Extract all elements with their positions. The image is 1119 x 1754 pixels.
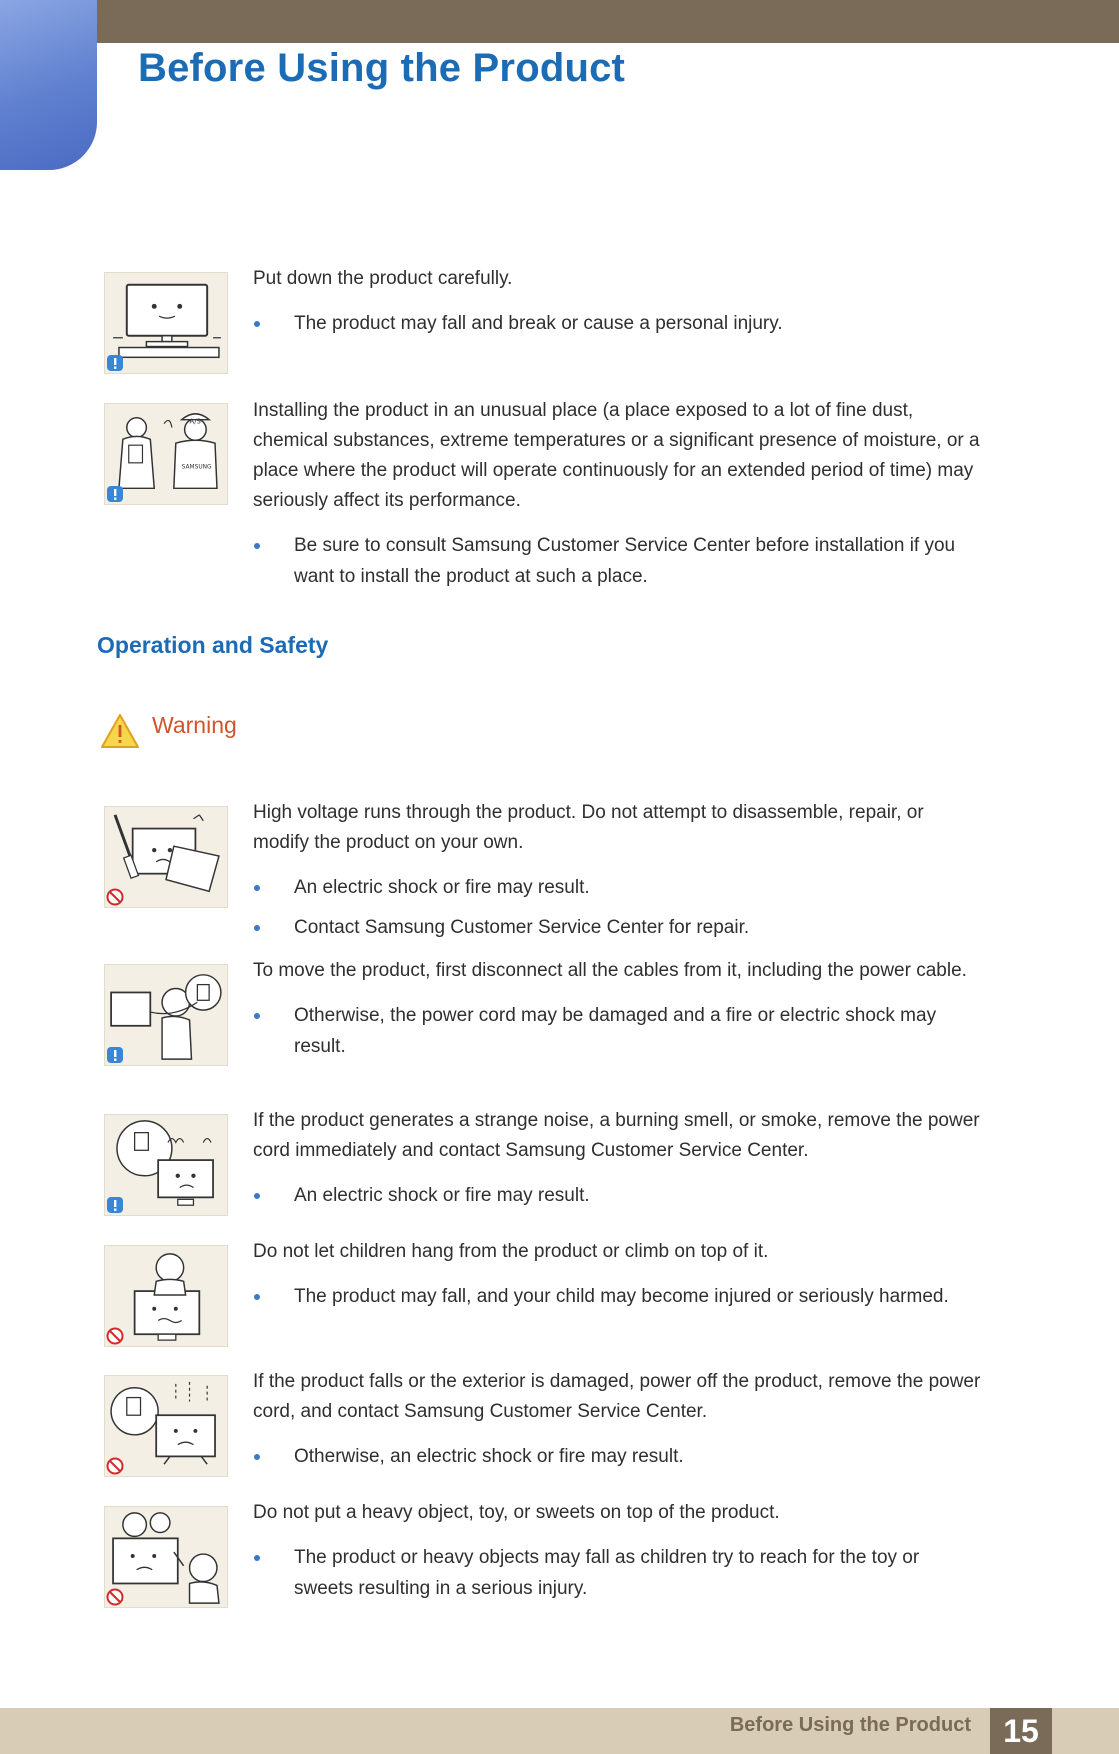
bullet-item: The product or heavy objects may fall as children try to reach for the toy or sweets resulting in a serious injury.: [253, 1542, 983, 1604]
info-icon: [106, 354, 124, 377]
bullet-item: An electric shock or fire may result.: [253, 1180, 983, 1211]
prohibited-icon: [106, 1457, 124, 1480]
prohibited-icon: [106, 888, 124, 911]
info-icon: [106, 1046, 124, 1069]
bullet-item: Be sure to consult Samsung Customer Service Center before installation if you want to install the product at such a place.: [253, 530, 983, 592]
prohibited-icon: [106, 1588, 124, 1611]
item-statement: To move the product, first disconnect all the cables from it, including the power cable.: [253, 960, 967, 981]
section-heading: Operation and Safety: [97, 632, 329, 658]
chapter-tab-accent: [0, 0, 97, 170]
item-statement: If the product generates a strange noise, a burning smell, or smoke, remove the power cord immediately and contact Samsung Customer Service Center.: [253, 1110, 980, 1161]
warning-triangle-icon: [100, 713, 140, 749]
header-bar: [0, 0, 1119, 43]
item-statement: Do not let children hang from the product or climb on top of it.: [253, 1241, 769, 1262]
illustration-label-as: A/S: [189, 417, 201, 426]
footer-title: Before Using the Product: [729, 1714, 971, 1736]
item-statement: Do not put a heavy object, toy, or sweets on top of the product.: [253, 1502, 780, 1523]
info-icon: [106, 485, 124, 508]
item-statement: If the product falls or the exterior is damaged, power off the product, remove the power cord, and contact Samsung Customer Service Center.: [253, 1371, 981, 1422]
bullet-item: The product may fall, and your child may become injured or seriously harmed.: [253, 1281, 983, 1312]
item-statement: Put down the product carefully.: [253, 268, 513, 289]
bullet-item: Contact Samsung Customer Service Center for repair.: [253, 912, 983, 943]
illustration-label-samsung: SAMSUNG: [181, 464, 212, 471]
page-title: Before Using the Product: [138, 46, 626, 90]
bullet-item: Otherwise, the power cord may be damaged and a fire or electric shock may result.: [253, 1000, 983, 1062]
warning-label: Warning: [152, 712, 237, 738]
bullet-item: An electric shock or fire may result.: [253, 872, 983, 903]
prohibited-icon: [106, 1327, 124, 1350]
item-statement: High voltage runs through the product. Do not attempt to disassemble, repair, or modify the product on your own.: [253, 802, 924, 853]
page-number: 15: [990, 1708, 1052, 1754]
bullet-item: The product may fall and break or cause a personal injury.: [253, 308, 983, 339]
item-statement: Installing the product in an unusual place (a place exposed to a lot of fine dust, chemical substances, extreme temperatures or a significant presence of moisture, or a place where the product will operate continuously for an extended period of time) may seriously affect its performance.: [253, 400, 980, 511]
bullet-item: Otherwise, an electric shock or fire may result.: [253, 1441, 983, 1472]
info-icon: [106, 1196, 124, 1219]
